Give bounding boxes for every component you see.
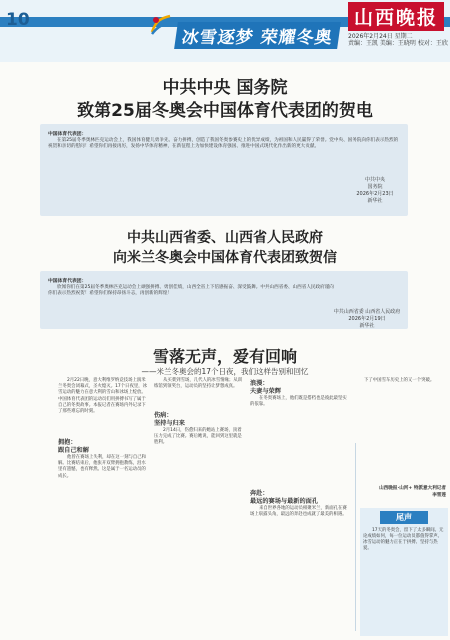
letter-1-salute: 中国体育代表团： [48,132,87,137]
subhead-injury-title: 坚持与归来 [154,420,185,427]
feature-subtitle: ——米兰冬奥会的17个日夜，我们这样告别和回忆 [141,367,309,376]
article-paragraph: 在冬奥赛场上，他们既是搭档也是彼此最坚实的依靠。 [250,396,347,408]
headline-1-line1: 中共中央 国务院 [162,78,288,98]
letter-1-sender-2: 国务院 [367,184,383,190]
letter-2-date: 2026年2月19日 [348,316,386,322]
subhead-journey: 奔赴： [250,490,269,497]
subhead-romance: 浪漫： [250,380,269,387]
subhead-journey-title: 最远的赛场与最新的面孔 [250,498,319,505]
subhead-romance-title: 夫妻与荣辉 [250,388,281,395]
issue-date: 2026年2月24日 星期二 [348,33,413,40]
subhead-hug-title: 跟自己和解 [58,447,89,454]
article-column-1 [58,378,150,415]
letter-2-salute: 中国体育代表团： [48,279,87,284]
article-column-1b [58,455,150,480]
article-column-2b [154,428,246,447]
headline-1-line2: 致第25届冬奥会中国体育代表团的贺电 [77,101,373,121]
feature-headline: 雪落无声，爱有回响 [152,347,297,366]
article-paragraph: 来自世界各地的运动员相聚米兰，新面孔在赛场上崭露头角，最远的奔赴也成就了最美的相遇。 [250,506,347,518]
letter-1-body: 在第25届冬季奥林匹克运动会上，我国体育健儿勇争先、奋力拼搏，创造了我国冬奥参赛史上的优异成绩，为祖国和人民赢得了荣誉。党中央、国务院向你们表示热烈的祝贺和亲切的慰问！希望你们再接再厉，发扬中华体育精神，在新征程上为加快建设体育强国、推进中国式现代化作出新的更大贡献。 [48,138,399,150]
sidebar-text: 17天的冬奥会，留下了太多瞬间。无论成绩如何，每一位运动员都值得掌声。冰雪运动的魅力正在于拼搏、坚持与热爱。 [363,528,444,552]
letter-2-sender: 中共山西省委 山西省人民政府 [333,309,401,315]
editor-credits: 责编：王凯 美编：王晓明 校对：王欣 [348,40,448,47]
byline-reporter-org: 山西晚报·山河+ 特派意大利记者 [379,486,446,491]
letter-2-body: 欣闻你们在第25届冬季奥林匹克运动会上顽强拼搏、勇创佳绩，山西全省上下倍感振奋、深受鼓舞。中共山西省委、山西省人民政府谨向你们表示热烈祝贺！希望你们保持昂扬斗志，再创新的辉煌！ [48,285,334,297]
article-paragraph: 2月22日晚，意大利维罗纳竞技场上演米兰冬奥会闭幕式，圣火熄灭。17个日夜里，冰雪运动的魅力在意大利的雪山和冰场上绽放。中国体育代表团的运动员们用拼搏书写了属于自己的冬奥故事。本报记者在赛场内外记录下了那些难忘的时刻。 [58,378,148,415]
article-column-2 [154,378,246,390]
article-paragraph: 他曾在赛场上失利，却在这一刻与自己和解。比赛结束后，他张开双臂拥抱教练，泪水里有遗憾，也有释然。这是属于一名运动员的成长。 [58,455,147,479]
olympic-emblem-icon [148,12,174,38]
column-divider [355,443,356,631]
article-column-3b [250,506,348,518]
letter-1-date: 2026年2月23日 [356,191,394,197]
sidebar-tag: 尾声 [380,511,428,524]
letter-1-agency: 新华社 [367,198,383,204]
article-paragraph: 2月14日，伤愈归来的她站上赛场，顶着压力完成了比赛。赛后她说，能回到这里就是胜利。 [154,428,242,446]
article-paragraph: 从买菜到雪场，几代人的冰雪情缘；从训练馆到领奖台，运动员的坚持让梦想成真。 [154,378,243,390]
newspaper-logo: 山西晚报 [348,2,444,31]
page-number: 10 [6,10,30,30]
subhead-injury: 伤病： [154,412,173,419]
headline-2-line1: 中共山西省委、山西省人民政府 [127,230,323,246]
side-column-text: 下了中国雪车历史上的又一个突破。 [364,378,435,383]
banner-title: 冰雪逐梦 荣耀冬奥 [174,22,341,49]
letter-1-sender: 中共中央 [364,177,385,183]
article-column-3 [250,396,348,408]
headline-2-line2: 向米兰冬奥会中国体育代表团致贺信 [113,250,337,266]
byline-reporter-name: 李雪莲 [432,493,446,498]
subhead-hug: 拥抱： [58,439,77,446]
letter-2-agency: 新华社 [359,323,375,329]
